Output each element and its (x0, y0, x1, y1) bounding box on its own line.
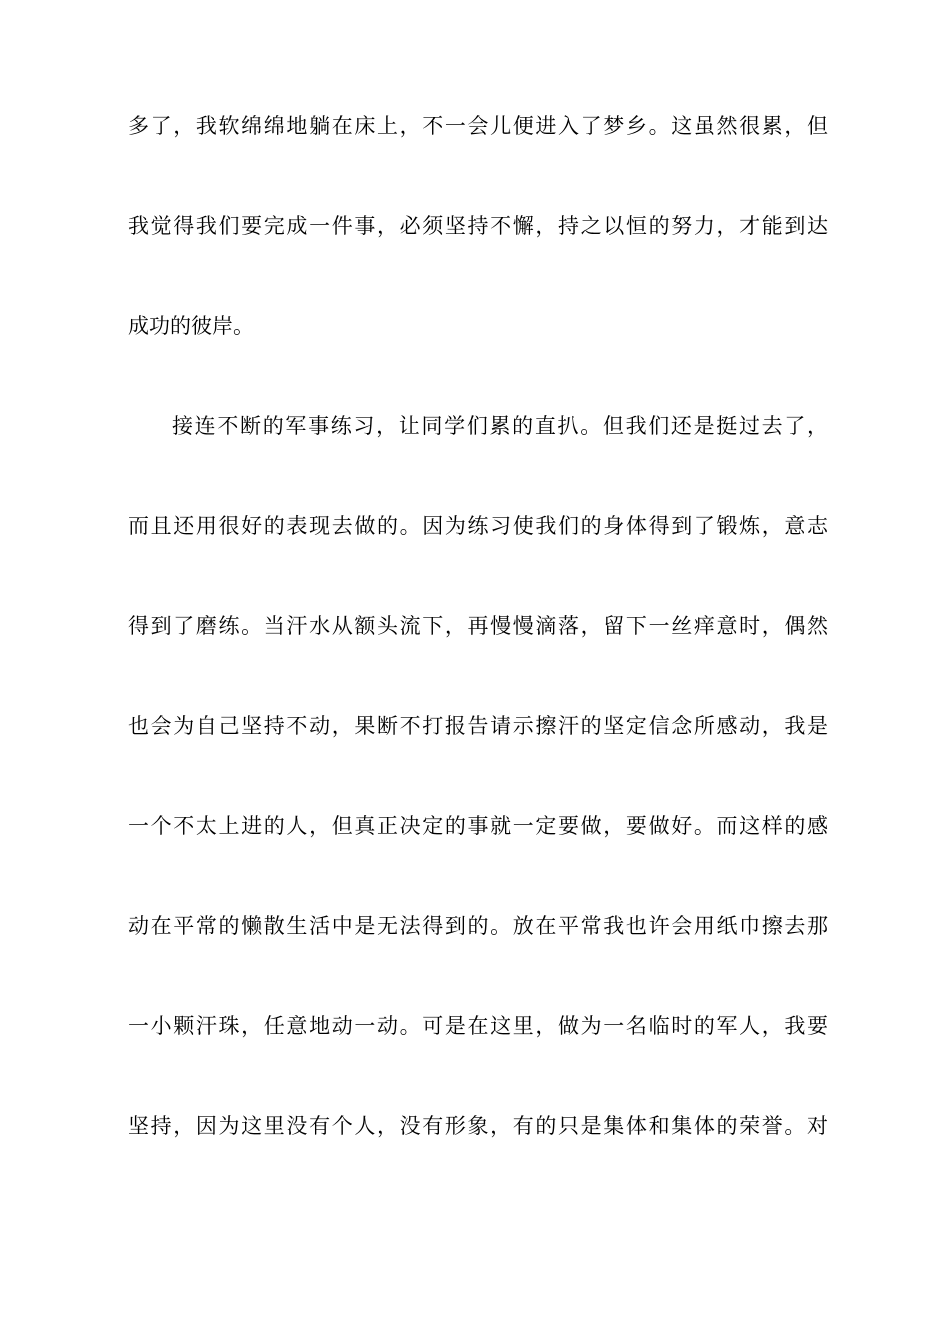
text-line: 我觉得我们要完成一件事，必须坚持不懈，持之以恒的努力，才能到达 (128, 214, 828, 238)
text-line: 而且还用很好的表现去做的。因为练习使我们的身体得到了锻炼，意志 (128, 514, 828, 538)
text-line: 坚持，因为这里没有个人，没有形象，有的只是集体和集体的荣誉。对 (128, 1114, 828, 1138)
text-line: 动在平常的懒散生活中是无法得到的。放在平常我也许会用纸巾擦去那 (128, 914, 828, 938)
text-line: 多了，我软绵绵地躺在床上，不一会儿便进入了梦乡。这虽然很累，但 (128, 114, 828, 138)
body-text (128, 114, 828, 1214)
text-line: 一小颗汗珠，任意地动一动。可是在这里，做为一名临时的军人，我要 (128, 1014, 828, 1038)
text-line: 得到了磨练。当汗水从额头流下，再慢慢滴落，留下一丝痒意时，偶然 (128, 614, 828, 638)
text-line: 接连不断的军事练习，让同学们累的直扒。但我们还是挺过去了， (172, 414, 828, 438)
text-line: 也会为自己坚持不动，果断不打报告请示擦汗的坚定信念所感动，我是 (128, 714, 828, 738)
text-line: 成功的彼岸。 (128, 314, 254, 338)
text-line: 一个不太上进的人，但真正决定的事就一定要做，要做好。而这样的感 (128, 814, 828, 838)
